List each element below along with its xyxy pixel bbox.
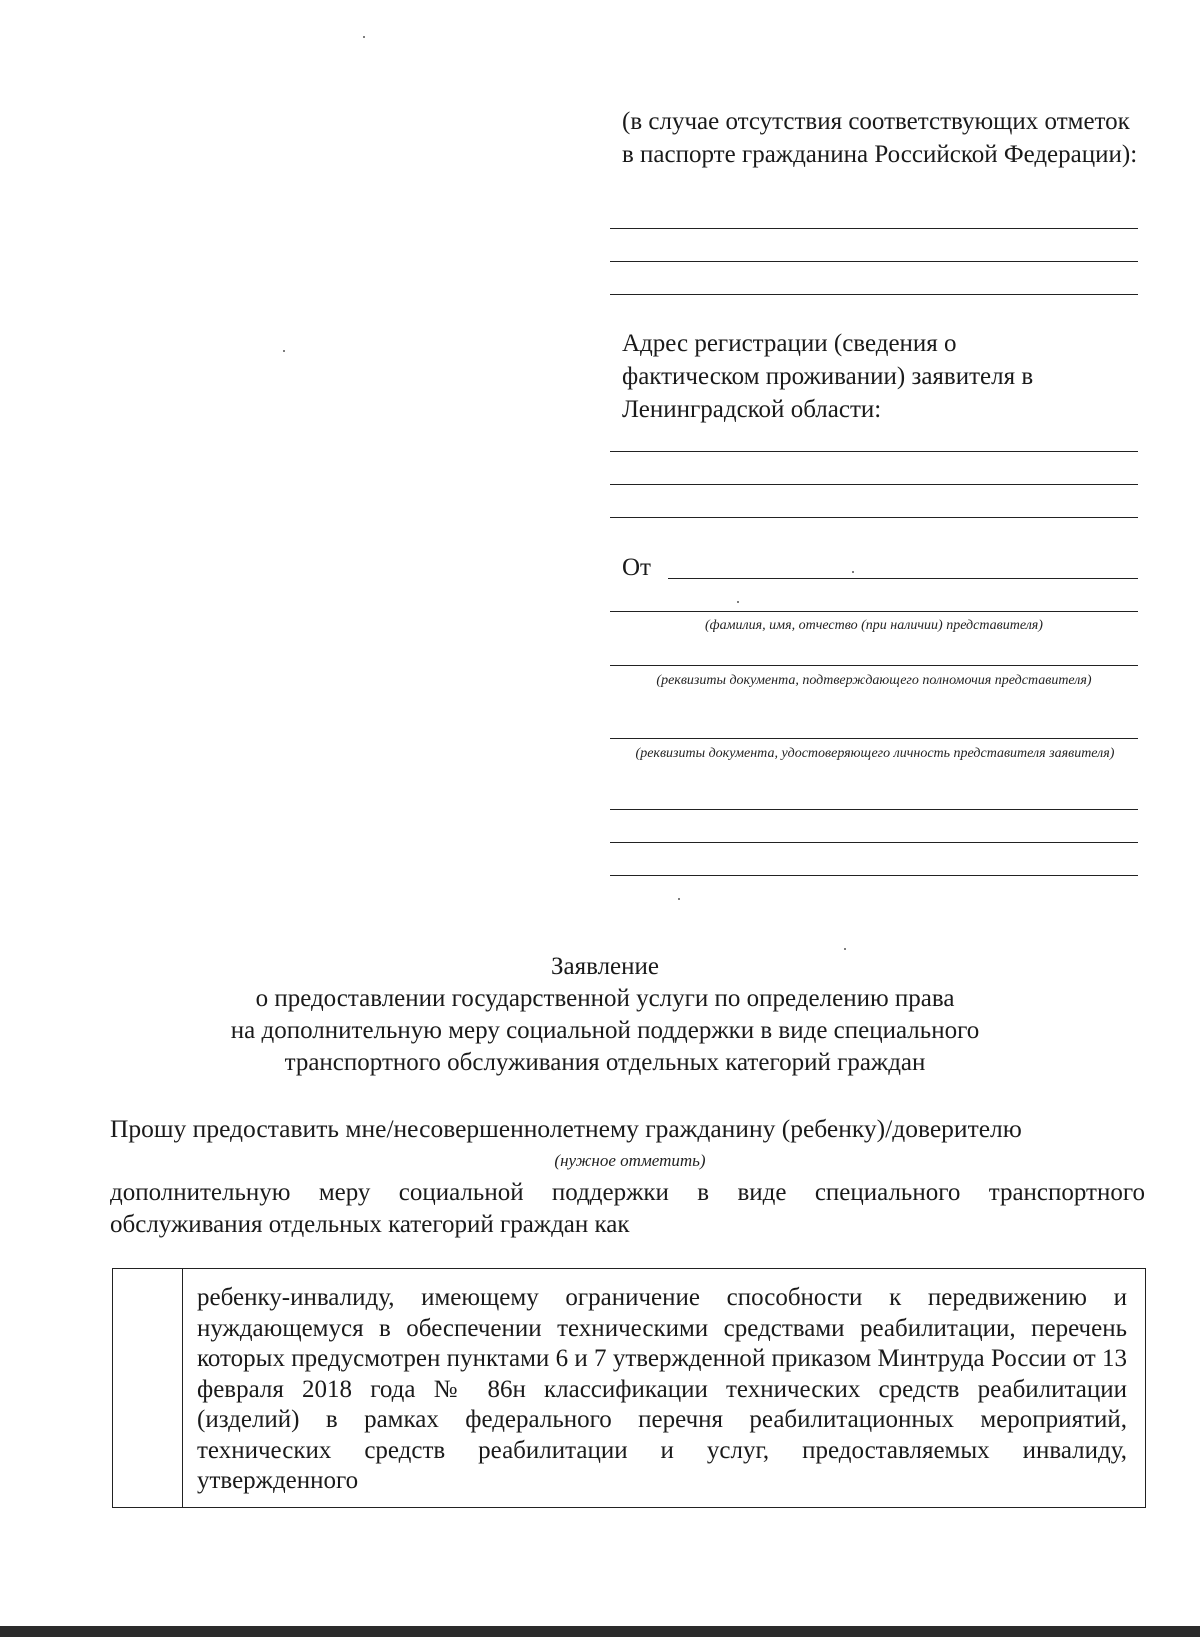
- extra-line-1[interactable]: [610, 809, 1138, 810]
- extra-line-2[interactable]: [610, 842, 1138, 843]
- passport-note-line-3[interactable]: [610, 294, 1138, 295]
- authority-doc-line[interactable]: [610, 665, 1138, 666]
- from-name-line[interactable]: [610, 611, 1138, 612]
- address-label: Адрес регистрации (сведения о фактическом проживании) заявителя в Ленинградской области:: [622, 330, 1034, 423]
- request-hint: (нужное отметить): [554, 1151, 706, 1170]
- from-label: От: [622, 554, 651, 581]
- title-line-2: о предоставлении государственной услуги по определению права: [255, 985, 955, 1012]
- scan-bottom-edge: [0, 1626, 1200, 1637]
- option-table: [112, 1268, 1146, 1508]
- option-checkbox-cell[interactable]: [113, 1269, 183, 1507]
- passport-note-line-1[interactable]: [610, 228, 1138, 229]
- caption-identity-doc: (реквизиты документа, удостоверяющего личность представителя заявителя): [635, 746, 1115, 761]
- extra-line-3[interactable]: [610, 875, 1138, 876]
- scan-speck: [737, 601, 739, 603]
- caption-representative-name: (фамилия, имя, отчество (при наличии) представителя): [705, 618, 1043, 633]
- scan-speck: [678, 898, 680, 900]
- from-line-1[interactable]: [668, 578, 1138, 579]
- title-line-3: на дополнительную меру социальной поддержки в виде специального: [230, 1017, 980, 1044]
- request-line-2: дополнительную меру социальной поддержки в виде специального транспортного обслуживания отдельных категорий граждан как: [110, 1179, 1145, 1238]
- address-line-2[interactable]: [610, 484, 1138, 485]
- address-line-3[interactable]: [610, 517, 1138, 518]
- scan-speck: [852, 571, 854, 573]
- scan-speck: [363, 36, 365, 38]
- identity-doc-line[interactable]: [610, 738, 1138, 739]
- passport-note: (в случае отсутствия соответствующих отметок в паспорте гражданина Российской Федерации):: [622, 108, 1138, 168]
- option-text: ребенку-инвалиду, имеющему ограничение способности к передвижению и нуждающемуся в обеспечении техническими средствами реабилитации, перечень которых предусмотрен пунктами 6 и 7 утвержденной приказом Минтруда России от 13 февраля 2018 года № 86н классификации технических средств реабилитации (изделий) в рамках федерального перечня реабилитационных мероприятий, технических средств реабилитации и услуг, предоставляемых инвалиду, утвержденного: [197, 1284, 1127, 1494]
- request-line-1: Прошу предоставить мне/несовершеннолетнему гражданину (ребенку)/доверителю: [110, 1114, 1022, 1143]
- title-line-4: транспортного обслуживания отдельных категорий граждан: [284, 1049, 926, 1076]
- passport-note-line-2[interactable]: [610, 261, 1138, 262]
- caption-authority-doc: (реквизиты документа, подтверждающего полномочия представителя): [656, 673, 1092, 688]
- scan-speck: [283, 350, 285, 352]
- title-line-1: Заявление: [550, 953, 660, 980]
- address-line-1[interactable]: [610, 451, 1138, 452]
- scan-speck: [844, 948, 846, 950]
